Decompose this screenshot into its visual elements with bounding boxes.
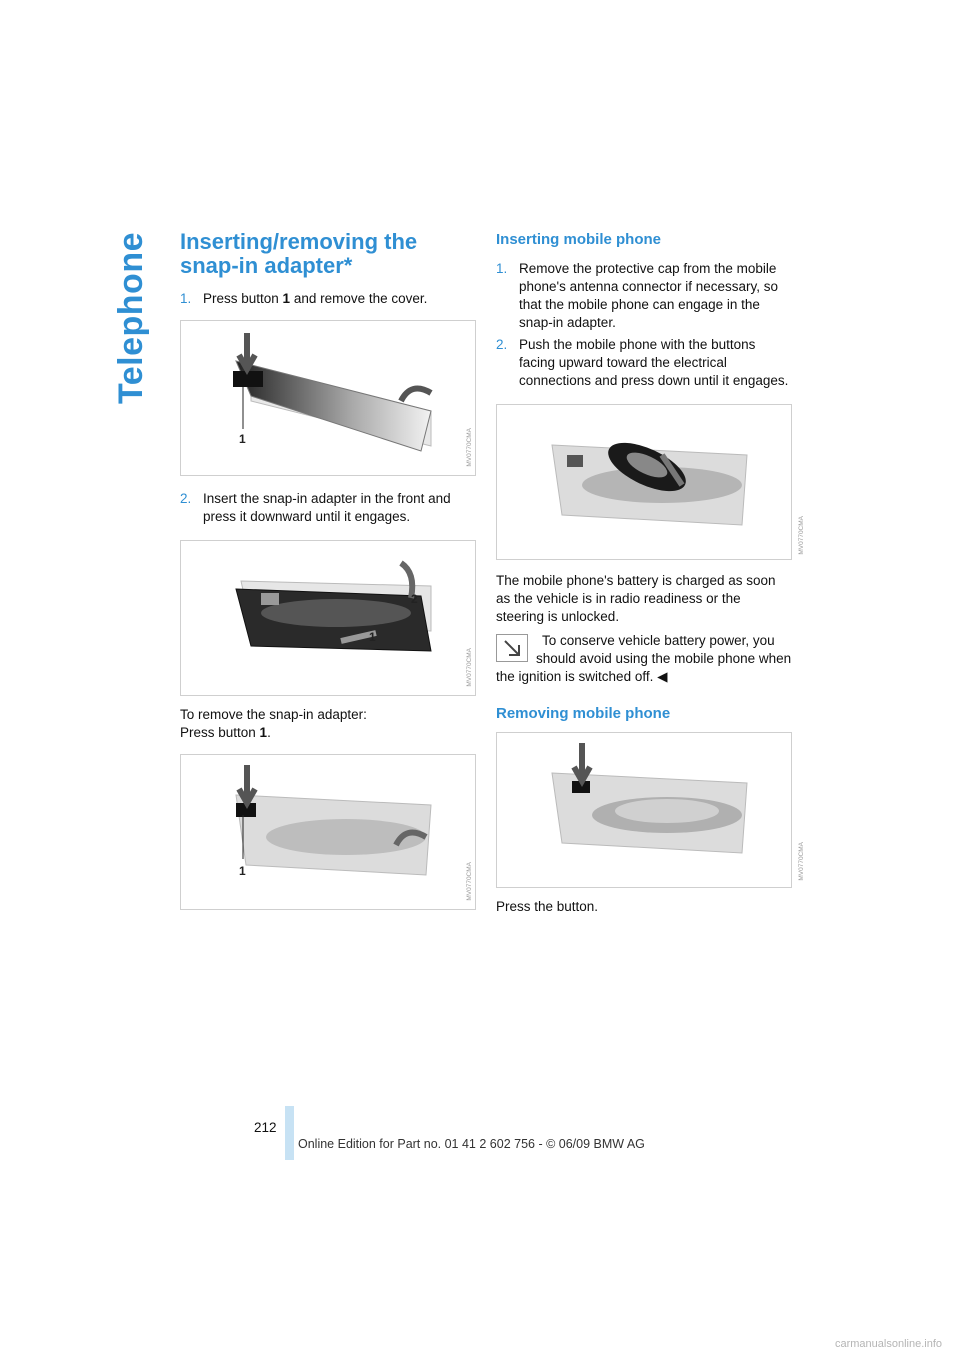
- figure-insert-phone: [496, 404, 805, 560]
- figure-code: MV0770CMA: [466, 648, 473, 687]
- figure-insert-adapter: [180, 540, 476, 696]
- svg-text:1: 1: [239, 432, 246, 446]
- step-number: 1.: [180, 291, 192, 306]
- svg-text:2: 2: [411, 592, 418, 606]
- remove-press-text: Press button 1.: [180, 725, 271, 740]
- step-number: 1.: [496, 261, 508, 276]
- figure-code: MV0770CMA: [798, 516, 805, 555]
- left-step-2: [180, 490, 476, 526]
- step-text: Remove the protective cap from the mobile phone's antenna connector if necessary, so that the mobile phone can engage in the snap-in adapter.: [519, 261, 778, 330]
- footer-accent-bar: [285, 1106, 294, 1160]
- page-number: 212: [254, 1120, 277, 1135]
- right-step-1: [496, 260, 792, 332]
- figure-remove-adapter: [180, 754, 476, 910]
- heading-inserting-mobile-phone: Inserting mobile phone: [496, 231, 662, 248]
- step-text: Insert the snap-in adapter in the front and press it downward until it engages.: [203, 491, 451, 524]
- figure-remove-cover: [180, 320, 476, 476]
- press-button-text: Press the button.: [496, 899, 599, 914]
- figure-remove-phone: [496, 732, 805, 888]
- right-step-2: [496, 336, 792, 390]
- note-block: [496, 632, 792, 686]
- note-text: To conserve vehicle battery power, you should avoid using the mobile phone when the ignition is switched off. ◀: [496, 633, 792, 684]
- step-text: Press button 1 and remove the cover.: [203, 291, 428, 306]
- svg-text:1: 1: [239, 864, 246, 878]
- section-title: Telephone: [112, 232, 150, 404]
- note-arrow-icon: [496, 634, 528, 662]
- footer-edition: Online Edition for Part no. 01 41 2 602 756 - © 06/09 BMW AG: [298, 1137, 645, 1151]
- svg-text:1: 1: [369, 630, 376, 644]
- figure-code: MV0770CMA: [466, 428, 473, 467]
- step-text: Push the mobile phone with the buttons facing upward toward the electrical connections and press down until it engages.: [519, 337, 789, 388]
- step-number: 2.: [180, 491, 192, 506]
- step-number: 2.: [496, 337, 508, 352]
- watermark: carmanualsonline.info: [834, 1338, 942, 1350]
- left-column: [180, 230, 476, 910]
- heading-snap-in-adapter: Inserting/removing the snap-in adapter*: [180, 229, 418, 278]
- left-step-1: [180, 290, 476, 308]
- figure-code: MV0770CMA: [466, 862, 473, 901]
- heading-removing-mobile-phone: Removing mobile phone: [496, 705, 671, 722]
- remove-intro: To remove the snap-in adapter:: [180, 707, 367, 722]
- figure-code: MV0770CMA: [798, 842, 805, 881]
- battery-text: The mobile phone's battery is charged as soon as the vehicle is in radio readiness or the steering is unlocked.: [496, 573, 776, 624]
- right-column: [496, 230, 805, 916]
